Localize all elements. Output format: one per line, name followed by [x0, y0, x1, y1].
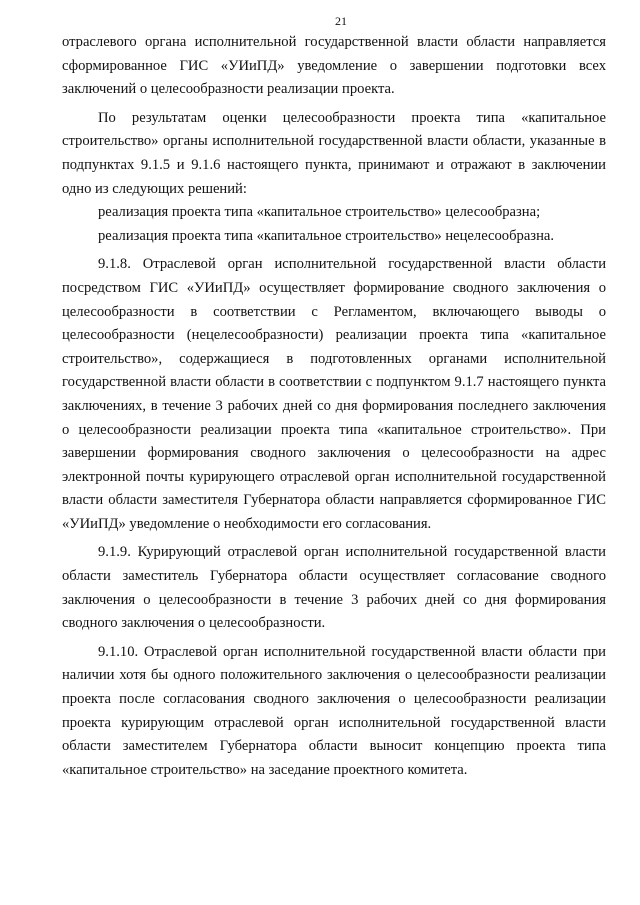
paragraph-continuation: отраслевого органа исполнительной государственной власти области направляется сформированное ГИС «УИиПД» уведомление о завершении подготовки всех заключений о целесообразности реализации проекта. [62, 34, 606, 98]
decision-option-not-feasible: реализация проекта типа «капитальное строительство» нецелесообразна. [98, 227, 555, 244]
paragraph-9-1-9: 9.1.9. Курирующий отраслевой орган исполнительной государственной власти области заместитель Губернатора области осуществляет согласование сводного заключения о целесообразности в течение 3 рабочих дней со дня формирования сводного заключения о целесообразности. [62, 544, 606, 632]
document-page [62, 14, 606, 782]
paragraph-9-1-10: 9.1.10. Отраслевой орган исполнительной государственной власти области при наличии хотя бы одного положительного заключения о целесообразности реализации проекта после согласования сводного заключения о целесообразности реализации проекта курирующим отраслевой орган исполнительной государственной власти области заместителем Губернатора области выносит концепцию проекта типа «капитальное строительство» на заседание проектного комитета. [62, 643, 606, 778]
page-number: 21 [335, 14, 347, 28]
paragraph-evaluation-results: По результатам оценки целесообразности проекта типа «капитальное строительство» органы исполнительной государственной власти области, указанные в подпунктах 9.1.5 и 9.1.6 настоящего пункта, принимают и отражают в заключении одно из следующих решений: [62, 109, 606, 197]
paragraph-9-1-8: 9.1.8. Отраслевой орган исполнительной государственной власти области посредством ГИС «УИиПД» осуществляет формирование сводного заключения о целесообразности в соответствии с Регламентом, включающего выводы о целесообразности (нецелесообразности) реализации проекта типа «капитальное строительство», содержащиеся в подготовленных органами исполнительной государственной власти области в соответствии с подпунктом 9.1.7 настоящего пункта заключениях, в течение 3 рабочих дней со дня формирования последнего заключения о целесообразности реализации проекта типа «капитальное строительство». При завершении формирования сводного заключения о целесообразности на адрес электронной почты курирующего отраслевой орган исполнительной государственной власти области заместителя Губернатора области направляется сформированное ГИС «УИиПД» уведомление о необходимости его согласования. [62, 256, 606, 532]
decision-option-feasible: реализация проекта типа «капитальное строительство» целесообразна; [98, 204, 541, 221]
